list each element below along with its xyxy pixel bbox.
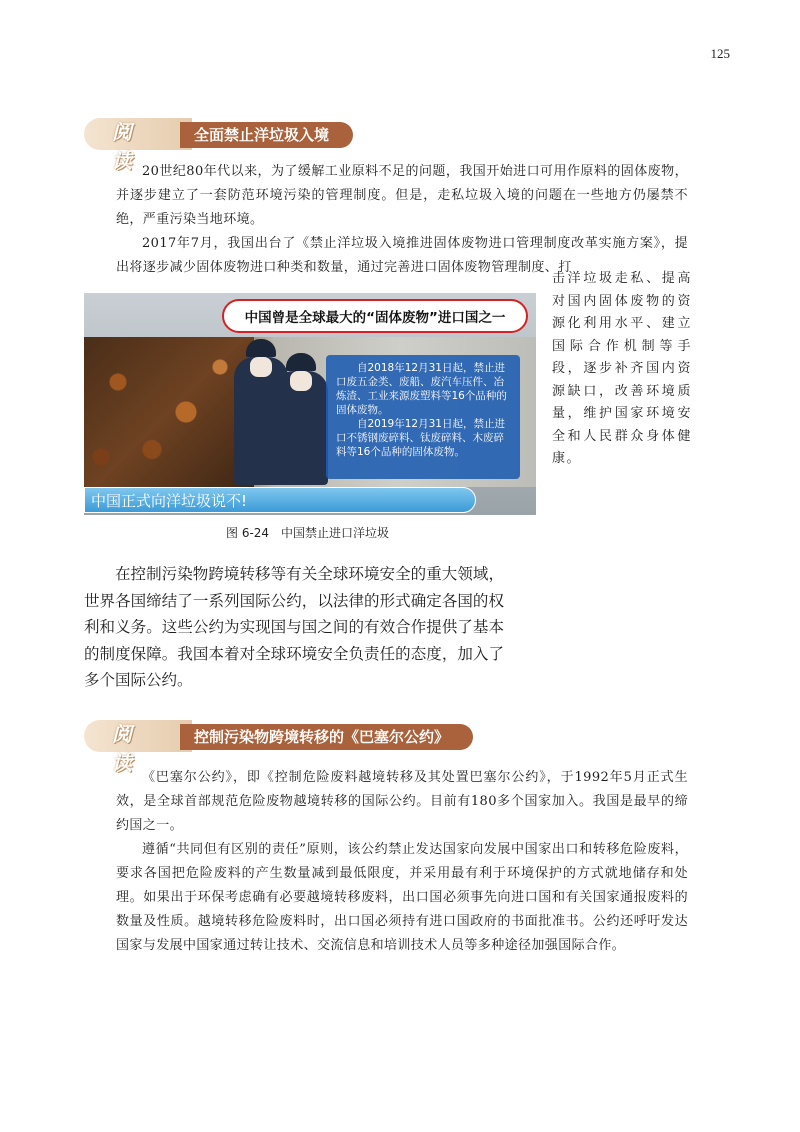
figure-slogan-bar: 中国正式向洋垃圾说不! bbox=[84, 487, 476, 513]
officer-face bbox=[290, 371, 312, 391]
reading1-paragraph: 20世纪80年代以来，为了缓解工业原料不足的问题，我国开始进口可用作原料的固体废物，并逐步建立了一套防范环境污染的管理制度。但是，走私垃圾入境的问题在一些地方仍屡禁不绝，严重污染当地环境。 bbox=[116, 164, 688, 227]
figure-info-box bbox=[326, 355, 520, 479]
customs-officer bbox=[274, 371, 328, 485]
info-paragraph: 自2019年12月31日起，禁止进口不锈钢废碎料、钛废碎料、木废碎料等16个品种的固体废物。 bbox=[336, 418, 505, 458]
body-paragraph: 在控制污染物跨境转移等有关全球环境安全的重大领域，世界各国缔结了一系列国际公约，以法律的形式确定各国的权利和义务。这些公约为实现国与国之间的有效合作提供了基本的制度保障。我国本着对全球环境安全负责任的态度，加入了多个国际公约。 bbox=[84, 565, 504, 690]
reading-tab bbox=[84, 118, 192, 150]
figure-banner: 中国曾是全球最大的“固体废物”进口国之一 bbox=[222, 299, 528, 333]
officer-face bbox=[250, 357, 272, 377]
reading-title: 控制污染物跨境转移的《巴塞尔公约》 bbox=[180, 724, 473, 750]
reading-label: 阅读 bbox=[112, 120, 133, 173]
reading2-paragraph: 《巴塞尔公约》，即《控制危险废料越境转移及其处置巴塞尔公约》，于1992年5月正式生效，是全球首部规范危险废物越境转移的国际公约。目前有180多个国家加入。我国是最早的缔约国之一。 bbox=[116, 770, 688, 833]
reading1-side-text: 击洋垃圾走私、提高对国内固体废物的资源化利用水平、建立国际合作机制等手段，逐步补齐国内资源缺口，改善环境质量，维护国家环境安全和人民群众身体健康。 bbox=[552, 271, 692, 466]
figure-caption: 图 6-24 中国禁止进口洋垃圾 bbox=[226, 526, 390, 540]
reading-label: 阅读 bbox=[112, 722, 133, 775]
body-text bbox=[84, 561, 504, 694]
reading2-text bbox=[116, 766, 688, 958]
info-paragraph: 自2018年12月31日起，禁止进口废五金类、废船、废汽车压件、冶炼渣、工业来源废塑料等16个品种的固体废物。 bbox=[336, 362, 507, 416]
figure-image bbox=[84, 293, 536, 515]
reading2-paragraph: 遵循“共同但有区别的责任”原则，该公约禁止发达国家向发展中国家出口和转移危险废料，要求各国把危险废料的产生数量减到最低限度，并采用最有利于环境保护的方式就地储存和处理。如果出于环保考虑确有必要越境转移废料，出口国必须事先向进口国和有关国家通报废料的数量及性质。越境转移危险废料时，出口国必须持有进口国政府的书面批准书。公约还呼吁发达国家与发展中国家通过转让技术、交流信息和培训技术人员等多种途径加强国际合作。 bbox=[116, 842, 688, 953]
reading1-paragraph: 2017年7月，我国出台了《禁止洋垃圾入境推进固体废物进口管理制度改革实施方案》，提出将逐步减少固体废物进口种类和数量，通过完善进口固体废物管理制度、打 bbox=[116, 236, 688, 275]
reading-tab bbox=[84, 720, 192, 752]
page-number: 125 bbox=[710, 46, 730, 61]
reading1-text bbox=[116, 160, 688, 280]
reading-title: 全面禁止洋垃圾入境 bbox=[180, 122, 353, 148]
waste-pile bbox=[84, 337, 254, 487]
